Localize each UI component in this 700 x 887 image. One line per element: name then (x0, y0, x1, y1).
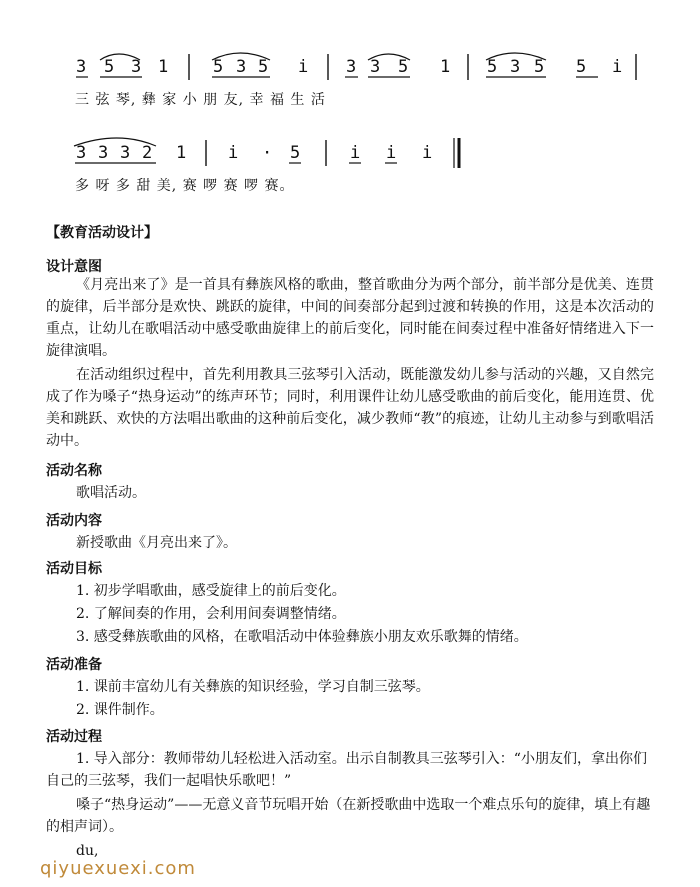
prep-item: 2. 课件制作。 (76, 702, 164, 718)
note: 3 (346, 57, 357, 77)
score-line-2-svg (0, 126, 700, 206)
goal-item: 1. 初步学唱歌曲，感受旋律上的前后变化。 (76, 583, 346, 599)
section-title: 【教育活动设计】 (46, 225, 158, 241)
goal-item: 2. 了解间奏的作用，会利用间奏调整情绪。 (76, 606, 346, 622)
note: i (228, 143, 239, 163)
note: 3 (510, 57, 521, 77)
heading-activity-prep: 活动准备 (46, 657, 102, 673)
note: 3 (76, 57, 87, 77)
goal-item: 3. 感受彝族歌曲的风格，在歌唱活动中体验彝族小朋友欢乐歌舞的情绪。 (76, 629, 528, 645)
activity-name-text: 歌唱活动。 (76, 485, 146, 501)
note: i (298, 57, 309, 77)
heading-design-intent: 设计意图 (46, 259, 102, 275)
note: i (422, 143, 433, 163)
note: 5 (213, 57, 224, 77)
note: 1 (158, 57, 169, 77)
heading-activity-content: 活动内容 (46, 513, 102, 529)
note: 5 (534, 57, 545, 77)
note: 3 (236, 57, 247, 77)
score-line-2 (0, 126, 700, 206)
note: 5 (487, 57, 498, 77)
prep-item: 1. 课前丰富幼儿有关彝族的知识经验，学习自制三弦琴。 (76, 679, 430, 695)
design-intent-paragraph-2: 在活动组织过程中，首先利用教具三弦琴引入活动，既能激发幼儿参与活动的兴趣，又自然完成了作为嗓子“热身运动”的练声环节；同时，利用课件让幼儿感受歌曲的前后变化，能用连贯、优美和跳跃、欢快的方法唱出歌曲的这种前后变化，减少教师“教”的痕迹，让幼儿主动参与到歌唱活动中。 (46, 367, 654, 449)
lyrics-line-1: 三 弦 琴, 彝 家 小 朋 友, 幸 福 生 活 (75, 92, 326, 108)
note: 5 (258, 57, 269, 77)
process-paragraph-2: 嗓子“热身运动”——无意义音节玩唱开始（在新授歌曲中选取一个难点乐句的旋律，填上有趣的相声词）。 (46, 797, 651, 835)
score-line-1 (0, 40, 700, 120)
score-line-1-svg (0, 40, 700, 120)
heading-activity-goals: 活动目标 (46, 561, 102, 577)
heading-activity-name: 活动名称 (46, 463, 102, 479)
note: 3 (131, 57, 142, 77)
note: 5 (290, 143, 301, 163)
note: 3 (76, 143, 87, 163)
heading-activity-process: 活动过程 (46, 729, 102, 745)
note: 3 (370, 57, 381, 77)
note: 3 (120, 143, 131, 163)
note: 3 (98, 143, 109, 163)
note: 5 (398, 57, 409, 77)
lyrics-line-2: 多 呀 多 甜 美, 赛 啰 赛 啰 赛。 (75, 178, 295, 194)
watermark: qiyuexuexi.com (40, 858, 196, 879)
note: 5 (104, 57, 115, 77)
process-tail: du, (76, 843, 99, 859)
note: 5 (576, 57, 587, 77)
note: 2 (142, 143, 153, 163)
note: 1 (440, 57, 451, 77)
design-intent-paragraph-1: 《月亮出来了》是一首具有彝族风格的歌曲，整首歌曲分为两个部分，前半部分是优美、连贯的旋律，后半部分是欢快、跳跃的旋律，中间的间奏部分起到过渡和转换的作用，这是本次活动的重点，让幼儿在歌唱活动中感受歌曲旋律上的前后变化，同时能在间奏过程中准备好情绪进入下一旋律演唱。 (46, 277, 654, 359)
process-paragraph-1: 1. 导入部分：教师带幼儿轻松进入活动室。出示自制教具三弦琴引入：“小朋友们，拿出你们自己的三弦琴，我们一起唱快乐歌吧！” (46, 751, 647, 789)
note: i (350, 143, 361, 163)
activity-content-text: 新授歌曲《月亮出来了》。 (76, 535, 237, 551)
note: · (262, 143, 273, 163)
note: i (612, 57, 623, 77)
note: i (386, 143, 397, 163)
note: 1 (176, 143, 187, 163)
